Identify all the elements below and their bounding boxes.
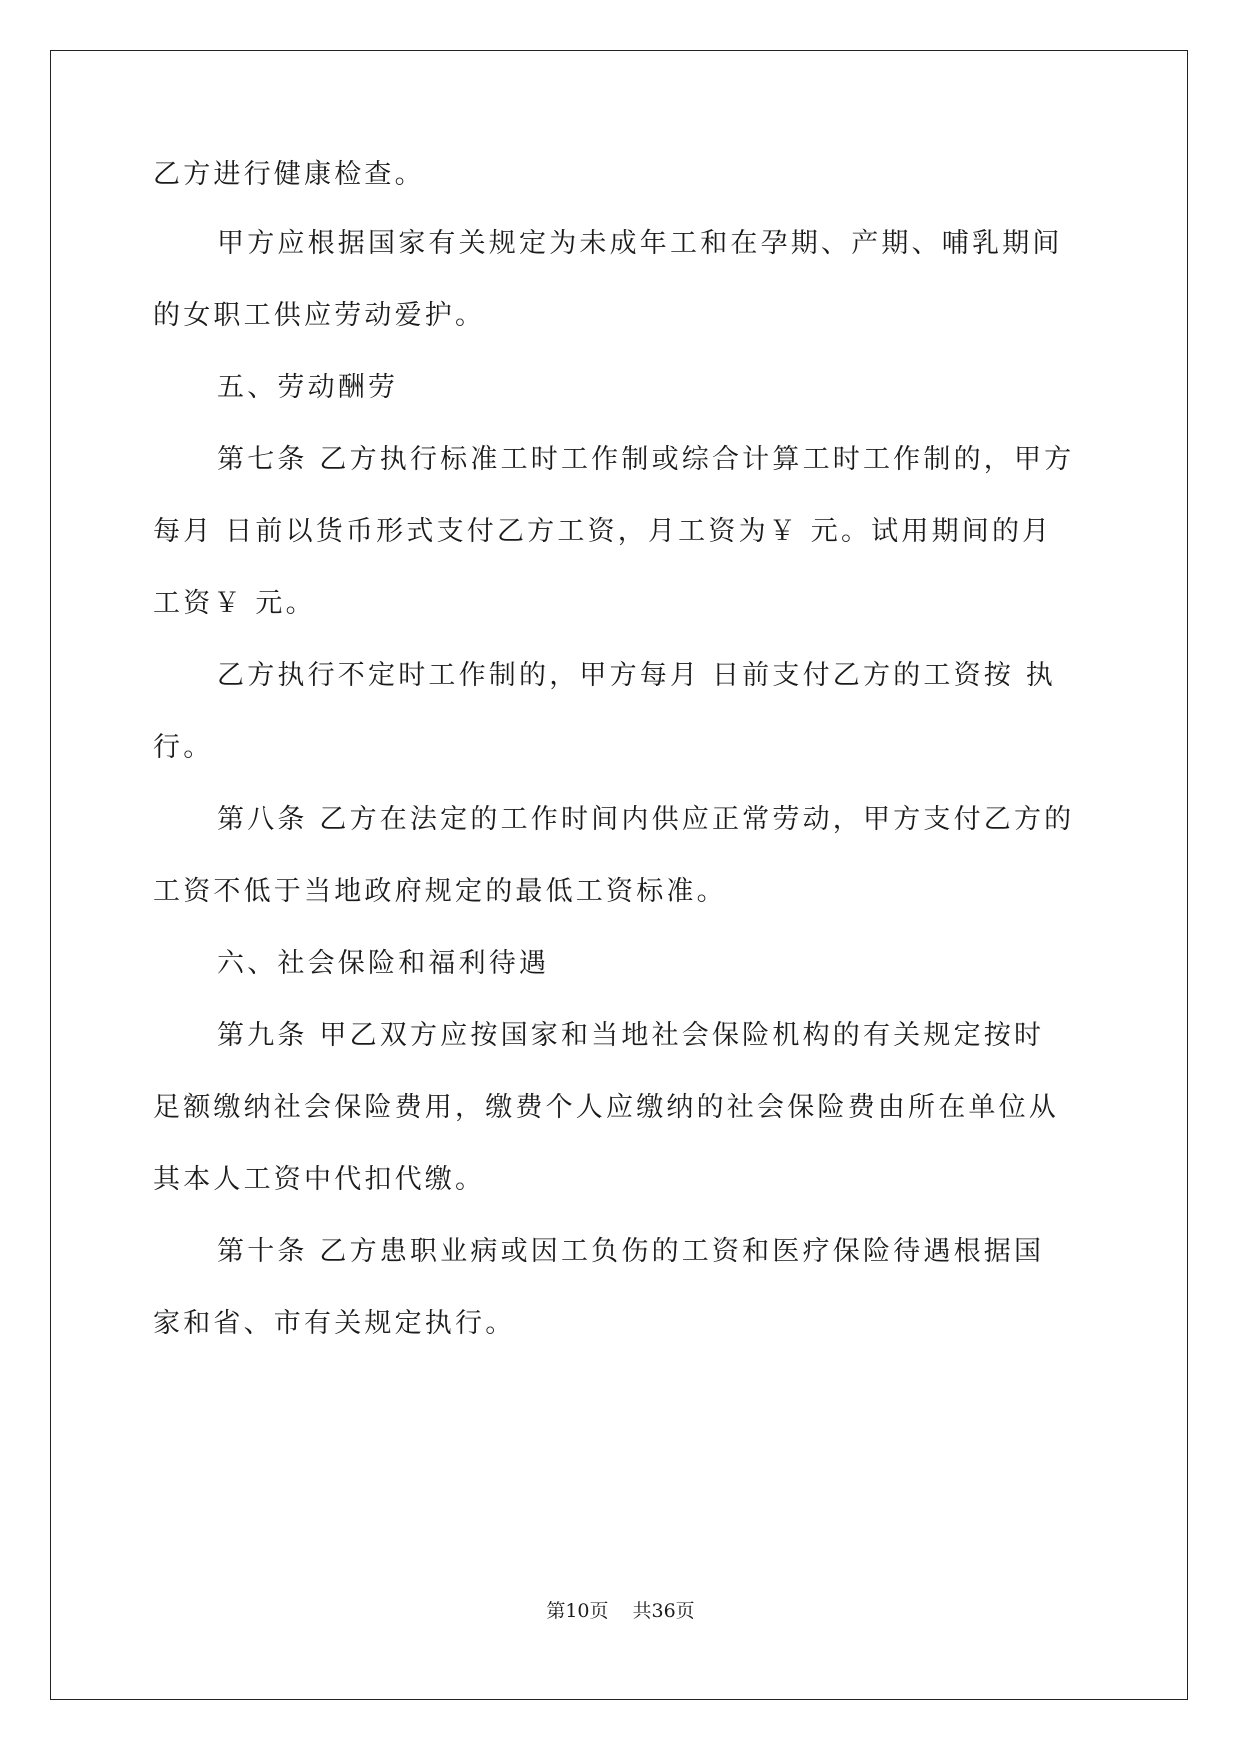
page-number: 第10页 — [546, 1600, 609, 1622]
text-line: 其本人工资中代扣代缴。 — [153, 1164, 486, 1195]
text-line: 每月 日前以货币形式支付乙方工资，月工资为￥ 元。试用期间的月 — [153, 516, 1053, 547]
text-line: 行。 — [153, 732, 214, 763]
text-line: 工资不低于当地政府规定的最低工资标准。 — [153, 876, 727, 907]
page-footer — [0, 1596, 1241, 1623]
text-line: 的女职工供应劳动爱护。 — [153, 300, 486, 331]
text-line: 乙方执行不定时工作制的，甲方每月 日前支付乙方的工资按 执 — [217, 660, 1056, 691]
text-line: 第九条 甲乙双方应按国家和当地社会保险机构的有关规定按时 — [217, 1020, 1045, 1051]
text-line: 甲方应根据国家有关规定为未成年工和在孕期、产期、哺乳期间 — [217, 228, 1063, 259]
text-line: 第十条 乙方患职业病或因工负伤的工资和医疗保险待遇根据国 — [217, 1236, 1045, 1267]
section-heading: 六、社会保险和福利待遇 — [217, 948, 550, 979]
text-line: 家和省、市有关规定执行。 — [153, 1308, 516, 1339]
text-line: 第七条 乙方执行标准工时工作制或综合计算工时工作制的，甲方 — [217, 444, 1075, 475]
section-heading: 五、劳动酬劳 — [217, 372, 399, 403]
text-line: 第八条 乙方在法定的工作时间内供应正常劳动，甲方支付乙方的 — [217, 804, 1075, 835]
text-line: 乙方进行健康检查。 — [153, 159, 425, 190]
page-total: 共36页 — [632, 1600, 695, 1622]
text-line: 工资￥ 元。 — [153, 588, 316, 619]
text-line: 足额缴纳社会保险费用，缴费个人应缴纳的社会保险费由所在单位从 — [153, 1092, 1059, 1123]
